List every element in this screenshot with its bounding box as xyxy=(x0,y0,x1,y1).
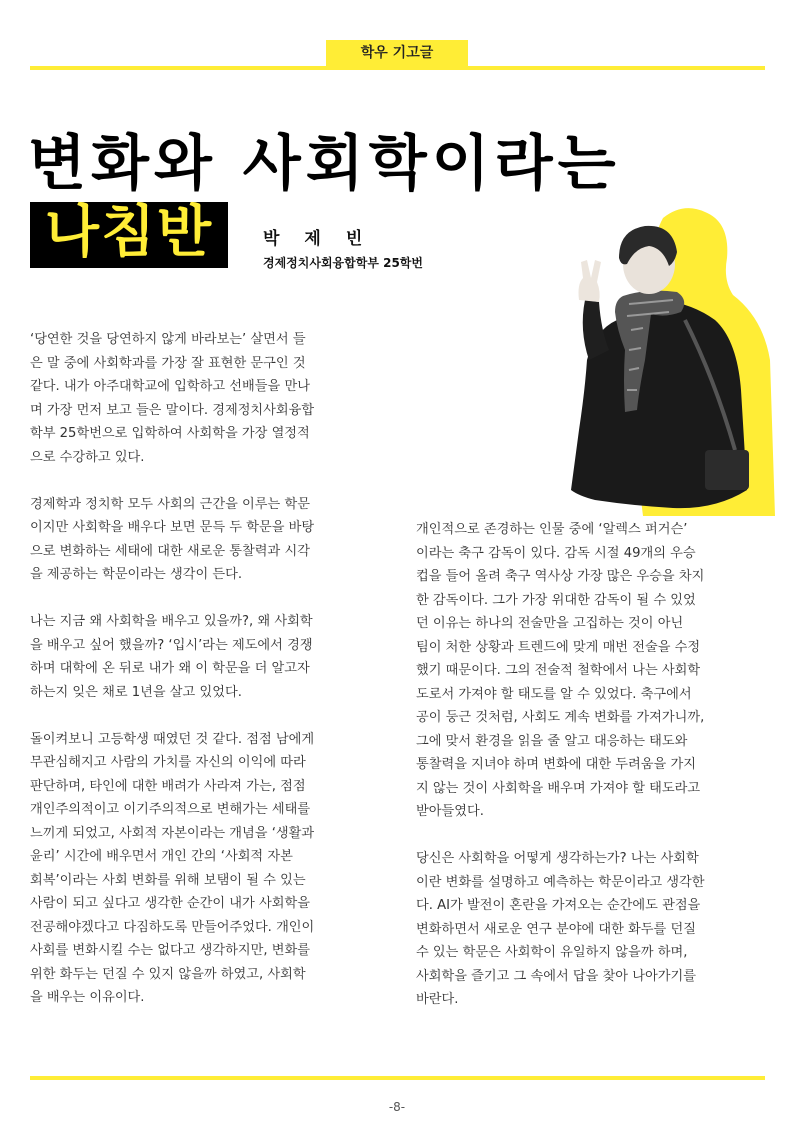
body-column-left xyxy=(30,328,375,1010)
section-label: 학우 기고글 xyxy=(326,40,468,66)
page-number: -8- xyxy=(388,1100,406,1114)
article-title-line2: 나침반 xyxy=(44,200,214,265)
body-column-right xyxy=(416,518,764,1012)
photo-hand xyxy=(579,260,602,302)
author-name: 박제빈 xyxy=(263,229,388,249)
paragraph: 나는 지금 왜 사회학을 배우고 있을까?, 왜 사회학 을 배우고 싶어 했을까? ‘입시’라는 제도에서 경쟁 하며 대학에 온 뒤로 내가 왜 이 학문을 더 알고자 하는지 잊은 채로 1년을 살고 있었다. xyxy=(30,614,313,700)
author-affiliation: 경제정치사회융합학부 25학번 xyxy=(263,256,423,270)
article-title-line1: 변화와 사회학이라는 xyxy=(28,129,621,199)
paragraph: 당신은 사회학을 어떻게 생각하는가? 나는 사회학 이란 변화를 설명하고 예측하는 학문이라고 생각한 다. AI가 발전이 혼란을 가져오는 순간에도 관점을 변화하면서 새로운 연구 분야에 대한 화두를 던질 수 있는 학문은 사회학이 유일하지 않을까 하며, 사회학을 즐기고 그 속에서 답을 찾아 나아가기를 바란다. xyxy=(416,851,705,1007)
paragraph: 돌이켜보니 고등학생 때였던 것 같다. 점점 남에게 무관심해지고 사람의 가치를 자신의 이익에 따라 판단하며, 타인에 대한 배려가 사라져 가는, 점점 개인주의적이고 이기주의적으로 변해가는 세태를 느끼게 되었고, 사회적 자본이라는 개념을 ‘생활과 윤리’ 시간에 배우면서 개인 간의 ‘사회적 자본 회복’이라는 사회 변화를 위해 보탬이 될 수 있는 사람이 되고 싶다고 생각한 순간이 내가 사회학을 전공해야겠다고 다짐하도록 만들어주었다. 개인이 사회를 변화시킬 수는 없다고 생각하지만, 변화를 위한 화두는 던질 수 있지 않을까 하였고, 사회학 을 배우는 이유이다. xyxy=(30,731,315,1005)
paragraph: ‘당연한 것을 당연하지 않게 바라보는’ 살면서 들 은 말 중에 사회학과를 가장 잘 표현한 문구인 것 같다. 내가 아주대학교에 입학하고 선배들을 만나 며 가장 먼저 보고 들은 말이다. 경제정치사회융합 학부 25학번으로 입학하여 사회학을 가장 열정적 으로 수강하고 있다. xyxy=(30,332,315,465)
top-divider xyxy=(30,66,765,70)
bottom-divider xyxy=(30,1076,765,1080)
author-photo xyxy=(565,200,775,516)
paragraph: 경제학과 정치학 모두 사회의 근간을 이루는 학문 이지만 사회학을 배우다 보면 문득 두 학문을 바탕 으로 변화하는 세태에 대한 새로운 통찰력과 시각 을 제공하는 학문이라는 생각이 든다. xyxy=(30,496,315,582)
paragraph: 개인적으로 존경하는 인물 중에 ‘알렉스 퍼거슨’ 이라는 축구 감독이 있다. 감독 시절 49개의 우승 컵을 들어 올려 축구 역사상 가장 많은 우승을 차지 한 감독이다. 그가 가장 위대한 감독이 될 수 있었 던 이유는 하나의 전술만을 고집하는 것이 아닌 팀이 처한 상황과 트렌드에 맞게 매번 전술을 수정 했기 때문이다. 그의 전술적 철학에서 나는 사회학 도로서 가져야 할 태도를 알 수 있었다. 축구에서 공이 둥근 것처럼, 사회도 계속 변화를 가져가니까, 그에 맞서 환경을 읽을 줄 알고 대응하는 태도와 통찰력을 지녀야 하며 변화에 대한 두려움을 가지 지 않는 것이 사회학을 배우며 가져야 할 태도라고 받아들였다. xyxy=(416,522,705,819)
